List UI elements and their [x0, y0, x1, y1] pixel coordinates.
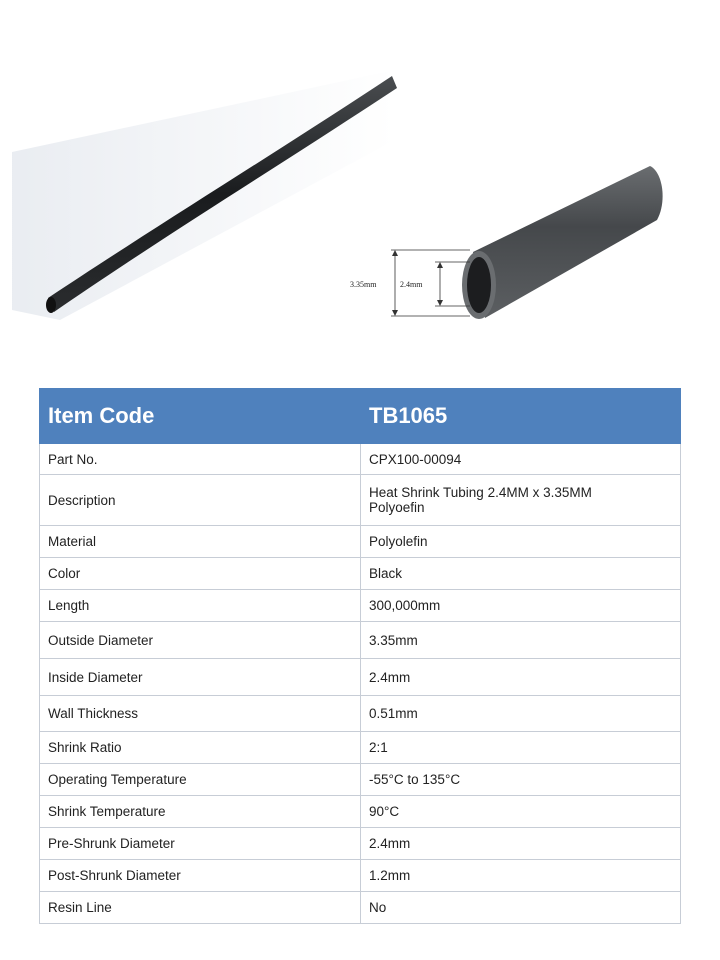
tube-cross-section-figure: [345, 160, 685, 360]
spec-value: No: [361, 892, 681, 924]
spec-label: Resin Line: [40, 892, 361, 924]
table-row: [40, 764, 681, 796]
spec-label: Shrink Ratio: [40, 732, 361, 764]
spec-label: Pre-Shrunk Diameter: [40, 828, 361, 860]
outer-dimension-label: 3.35mm: [350, 280, 377, 289]
item-code-label: Item Code: [40, 389, 361, 444]
product-images: [0, 0, 720, 380]
spec-value: -55°C to 135°C: [361, 764, 681, 796]
spec-label: Part No.: [40, 444, 361, 475]
spec-value: 2.4mm: [361, 659, 681, 696]
spec-label: Description: [40, 475, 361, 526]
table-row: [40, 796, 681, 828]
spec-value: Black: [361, 558, 681, 590]
table-row: [40, 828, 681, 860]
table-row: [40, 732, 681, 764]
table-row: [40, 475, 681, 526]
spec-rows: [40, 444, 681, 924]
spec-value: 1.2mm: [361, 860, 681, 892]
spec-label: Length: [40, 590, 361, 622]
spec-label: Shrink Temperature: [40, 796, 361, 828]
spec-label: Inside Diameter: [40, 659, 361, 696]
inner-dimension-label: 2.4mm: [400, 280, 423, 289]
spec-value: Polyolefin: [361, 526, 681, 558]
spec-value: 2.4mm: [361, 828, 681, 860]
spec-label: Operating Temperature: [40, 764, 361, 796]
spec-table: [39, 388, 681, 924]
table-row: [40, 526, 681, 558]
table-row: [40, 696, 681, 732]
table-header-row: [40, 389, 681, 444]
table-row: [40, 892, 681, 924]
table-row: [40, 590, 681, 622]
table-row: [40, 659, 681, 696]
spec-value: CPX100-00094: [361, 444, 681, 475]
spec-label: Material: [40, 526, 361, 558]
item-code-value: TB1065: [361, 389, 681, 444]
spec-value: 3.35mm: [361, 622, 681, 659]
spec-value: Heat Shrink Tubing 2.4MM x 3.35MM Polyoefin: [361, 475, 681, 526]
table-row: [40, 622, 681, 659]
spec-value: 300,000mm: [361, 590, 681, 622]
spec-label: Wall Thickness: [40, 696, 361, 732]
spec-label: Outside Diameter: [40, 622, 361, 659]
spec-label: Post-Shrunk Diameter: [40, 860, 361, 892]
spec-value: 2:1: [361, 732, 681, 764]
spec-value: 0.51mm: [361, 696, 681, 732]
spec-label: Color: [40, 558, 361, 590]
table-row: [40, 444, 681, 475]
table-row: [40, 860, 681, 892]
spec-value: 90°C: [361, 796, 681, 828]
table-row: [40, 558, 681, 590]
